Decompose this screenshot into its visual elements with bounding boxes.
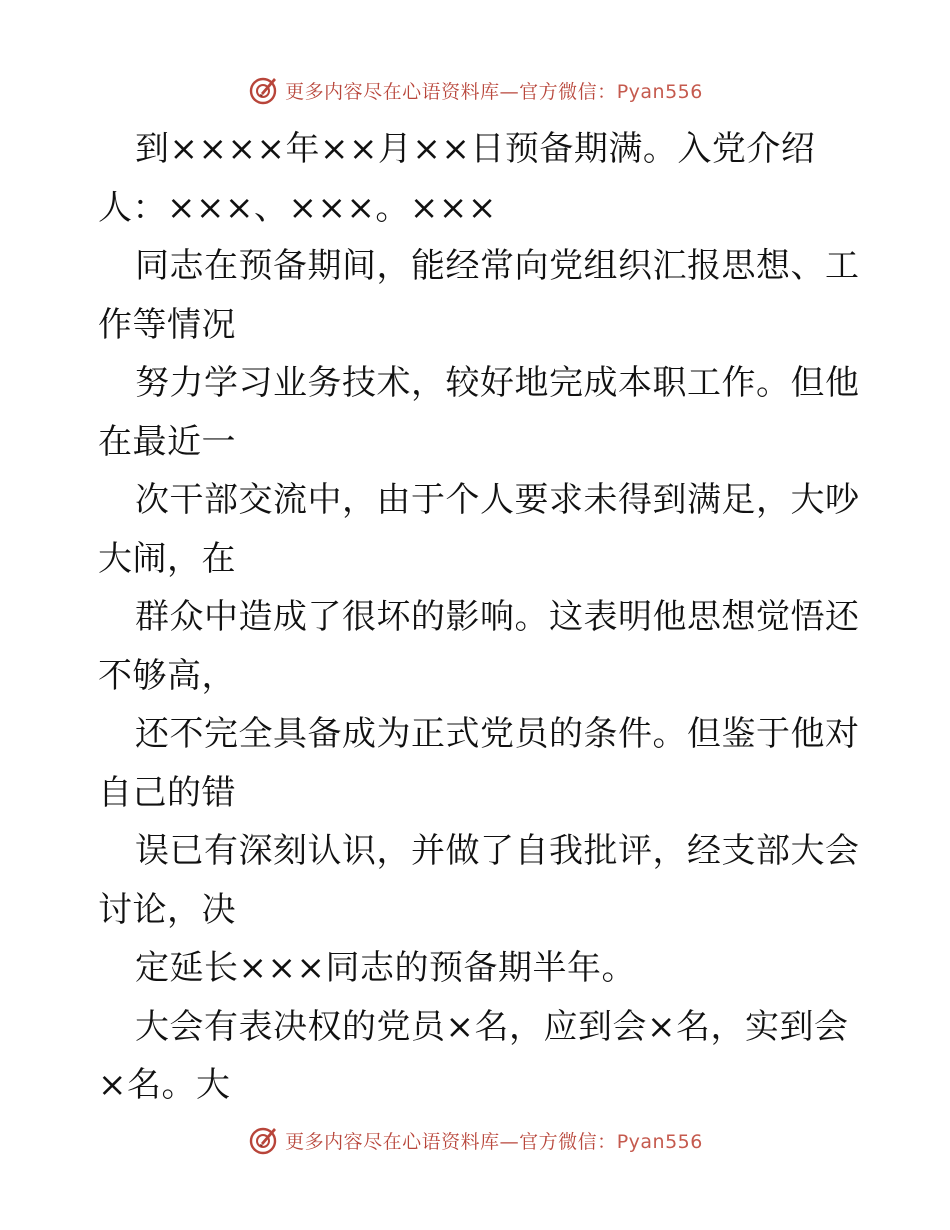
brand-logo-icon (247, 1124, 279, 1156)
body-line: 到××××年××月××日预备期满。入党介绍 (135, 129, 816, 169)
body-line: 在最近一 (98, 421, 236, 462)
watermark-dash: — (499, 80, 520, 103)
watermark-text (285, 77, 703, 104)
body-line: ×名。大 (98, 1065, 231, 1105)
watermark-wechat-id: Pyan556 (616, 80, 703, 103)
watermark-text (285, 1127, 703, 1154)
watermark-dash: — (499, 1130, 520, 1153)
watermark-official-label: 官方微信： (519, 80, 617, 103)
body-line: 定延长×××同志的预备期半年。 (135, 948, 636, 988)
body-line: 同志在预备期间，能经常向党组织汇报思想、工 (135, 246, 860, 286)
document-body (98, 120, 858, 1115)
body-line: 大闹，在 (98, 538, 236, 579)
body-line: 作等情况 (98, 304, 236, 345)
body-line: 自己的错 (98, 772, 236, 813)
watermark-site-name: 更多内容尽在心语资料库 (285, 80, 500, 103)
body-line: 努力学习业务技术，较好地完成本职工作。但他 (135, 363, 860, 403)
body-line: 讨论，决 (98, 889, 236, 930)
watermark-site-name: 更多内容尽在心语资料库 (285, 1130, 500, 1153)
body-line: 人：×××、×××。××× (98, 187, 497, 228)
body-line: 还不完全具备成为正式党员的条件。但鉴于他对 (135, 714, 860, 754)
brand-logo-icon (247, 74, 279, 106)
body-line: 大会有表决权的党员×名，应到会×名，实到会 (135, 1006, 849, 1047)
body-line: 群众中造成了很坏的影响。这表明他思想觉悟还 (135, 597, 860, 637)
body-line: 误已有深刻认识，并做了自我批评，经支部大会 (135, 831, 860, 871)
watermark-official-label: 官方微信： (519, 1130, 617, 1153)
header-watermark-banner (0, 70, 950, 110)
footer-watermark-banner (0, 1120, 950, 1160)
watermark-wechat-id: Pyan556 (616, 1130, 703, 1153)
body-line: 不够高， (98, 655, 236, 696)
body-line: 次干部交流中，由于个人要求未得到满足，大吵 (135, 480, 860, 520)
